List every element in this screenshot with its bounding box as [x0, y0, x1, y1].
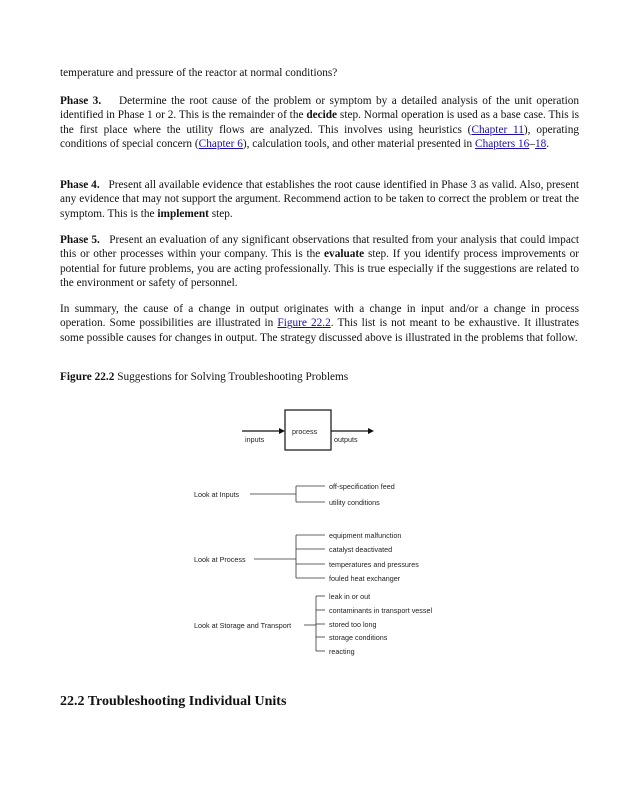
list-item: leak in or out	[329, 592, 371, 601]
figure-22-2-link[interactable]: Figure 22.2	[277, 317, 331, 330]
phase3-text: step. Normal operation is used as a base case. This is the first place where the utility flows are analyzed. This involves using heuristics (	[60, 109, 579, 136]
figure-caption-text: Suggestions for Solving Troubleshooting Problems	[117, 371, 349, 383]
process-label: process	[292, 427, 318, 436]
phase3-bold: decide	[306, 109, 338, 122]
intro-text: temperature and pressure of the reactor at normal conditions?	[60, 67, 338, 79]
list-item: utility conditions	[329, 498, 380, 507]
chapter-11-link[interactable]: Chapter 11	[471, 123, 524, 136]
chapter-6-link[interactable]: Chapter 6	[198, 138, 243, 151]
group-title-storage: Look at Storage and Transport	[194, 621, 292, 630]
inputs-label: inputs	[245, 435, 265, 444]
troubleshooting-diagram	[190, 400, 450, 665]
phase3-text: Determine the root cause of the problem or symptom by a detailed analysis of the unit operation identified in Phase 1 or 2. This is the remainder of the	[60, 95, 580, 122]
list-item: storage conditions	[329, 633, 388, 642]
outputs-label: outputs	[334, 435, 358, 444]
list-item: fouled heat exchanger	[329, 574, 401, 583]
phase3-text: ), operating conditions of special concern (	[60, 123, 579, 151]
section-heading: 22.2 Troubleshooting Individual Units	[60, 694, 287, 709]
phase4-label: Phase 4.	[60, 179, 100, 191]
group-title-inputs: Look at Inputs	[194, 490, 240, 499]
list-item: temperatures and pressures	[329, 560, 419, 569]
output-arrowhead	[368, 428, 374, 434]
phase5-label: Phase 5.	[60, 234, 100, 246]
chapter-18-link[interactable]: 18	[534, 138, 547, 151]
input-arrowhead	[279, 428, 285, 434]
phase4-bold: implement	[157, 207, 209, 220]
phase5-text: Present an evaluation of any significant observations that resulted from your analysis that could impact this or other processes within your company. This is the	[60, 234, 579, 261]
group-title-process: Look at Process	[194, 555, 246, 564]
chapters-16-link[interactable]: Chapters 16	[475, 138, 530, 151]
phase4-paragraph	[60, 178, 579, 221]
list-item: stored too long	[329, 620, 377, 629]
list-item: contaminants in transport vessel	[329, 606, 433, 615]
phase4-text: Present all available evidence that establishes the root cause identified in Phase 3 as valid. Also, present any evidence that may not support the argument. Recommend action to be taken to correct the problem or treat the symptom. This is the	[60, 179, 579, 220]
phase3-paragraph	[60, 94, 579, 152]
list-item: catalyst deactivated	[329, 545, 393, 554]
summary-text: In summary, the cause of a change in output originates with a change in input and/or a change in process operation. Some possibilities are illustrated in	[60, 303, 579, 330]
figure-label: Figure 22.2	[60, 371, 115, 383]
phase5-text: step. If you identify process improvements or potential for future problems, you are acting professionally. This is true especially if the suggestions are related to the environment or safety of personnel.	[60, 248, 579, 290]
phase3-label: Phase 3.	[60, 95, 102, 107]
figure-caption	[60, 371, 348, 383]
list-item: reacting	[329, 647, 355, 656]
phase4-text: step.	[208, 207, 233, 220]
phase3-text: –	[529, 138, 535, 151]
phase3-text: .	[546, 138, 550, 151]
list-item: equipment malfunction	[329, 531, 402, 540]
list-item: off-specification feed	[329, 482, 395, 491]
summary-text: . This list is not meant to be exhaustive. It illustrates some possible causes for changes in output. The strategy discussed above is illustrated in the problems that follow.	[60, 317, 579, 344]
phase3-text: ), calculation tools, and other material presented in	[242, 138, 476, 151]
summary-paragraph	[60, 302, 579, 345]
intro-line	[60, 66, 579, 80]
phase5-paragraph	[60, 233, 579, 291]
phase5-bold: evaluate	[324, 248, 365, 261]
